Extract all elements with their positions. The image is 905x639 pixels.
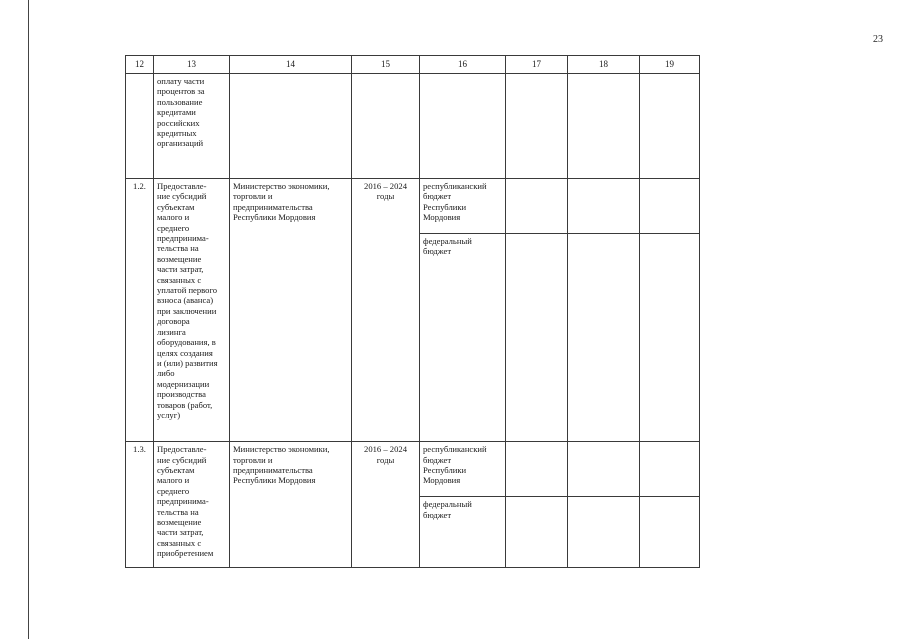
cell-period: 2016 – 2024 годы [352,179,420,442]
cell-executor: Министерство экономики, торговли и предпринимательства Республики Мордовия [230,179,352,442]
cell-col-17 [506,179,568,234]
table-row-continuation [126,74,700,179]
cell-col-17 [506,442,568,497]
cell-source-regional: республиканский бюджет Республики Мордовия [420,442,506,497]
cell-col-18 [568,234,640,442]
cell-col-18 [568,442,640,497]
program-activities-table [125,55,700,568]
cell-col-19 [640,74,700,179]
table-row-1-3 [126,442,700,497]
cell-num: 1.3. [126,442,154,568]
cell-col-17 [506,497,568,568]
cell-executor [230,74,352,179]
cell-executor: Министерство экономики, торговли и предпринимательства Республики Мордовия [230,442,352,568]
cell-num [126,74,154,179]
cell-period [352,74,420,179]
page-number: 23 [873,34,883,45]
cell-source [420,74,506,179]
column-header-17: 17 [506,56,568,74]
cell-col-19 [640,234,700,442]
column-header-16: 16 [420,56,506,74]
cell-source-federal: федеральный бюджет [420,234,506,442]
cell-description: Предоставле- ние субсидий субъектам малого и среднего предпринима- тельства на возмещение части затрат, связанных с приобретением [154,442,230,568]
cell-description: оплату части процентов за пользование кредитами российских кредитных организаций [154,74,230,179]
cell-source-federal: федеральный бюджет [420,497,506,568]
cell-col-17 [506,74,568,179]
column-header-15: 15 [352,56,420,74]
header-row [126,56,700,74]
column-header-19: 19 [640,56,700,74]
cell-col-19 [640,442,700,497]
cell-description: Предоставле- ние субсидий субъектам малого и среднего предпринима- тельства на возмещение части затрат, связанных с уплатой первого взноса (аванса) при заключении договора лизинга оборудования, в целях создания и (или) развития либо модернизации производства товаров (работ, услуг) [154,179,230,442]
cell-col-17 [506,234,568,442]
column-header-14: 14 [230,56,352,74]
column-header-12: 12 [126,56,154,74]
table-row-1-2 [126,179,700,234]
cell-col-18 [568,74,640,179]
page-left-edge-line [28,0,29,639]
cell-col-18 [568,497,640,568]
cell-num: 1.2. [126,179,154,442]
cell-col-19 [640,497,700,568]
column-header-13: 13 [154,56,230,74]
cell-col-19 [640,179,700,234]
cell-period: 2016 – 2024 годы [352,442,420,568]
column-header-18: 18 [568,56,640,74]
cell-col-18 [568,179,640,234]
cell-source-regional: республиканский бюджет Республики Мордовия [420,179,506,234]
